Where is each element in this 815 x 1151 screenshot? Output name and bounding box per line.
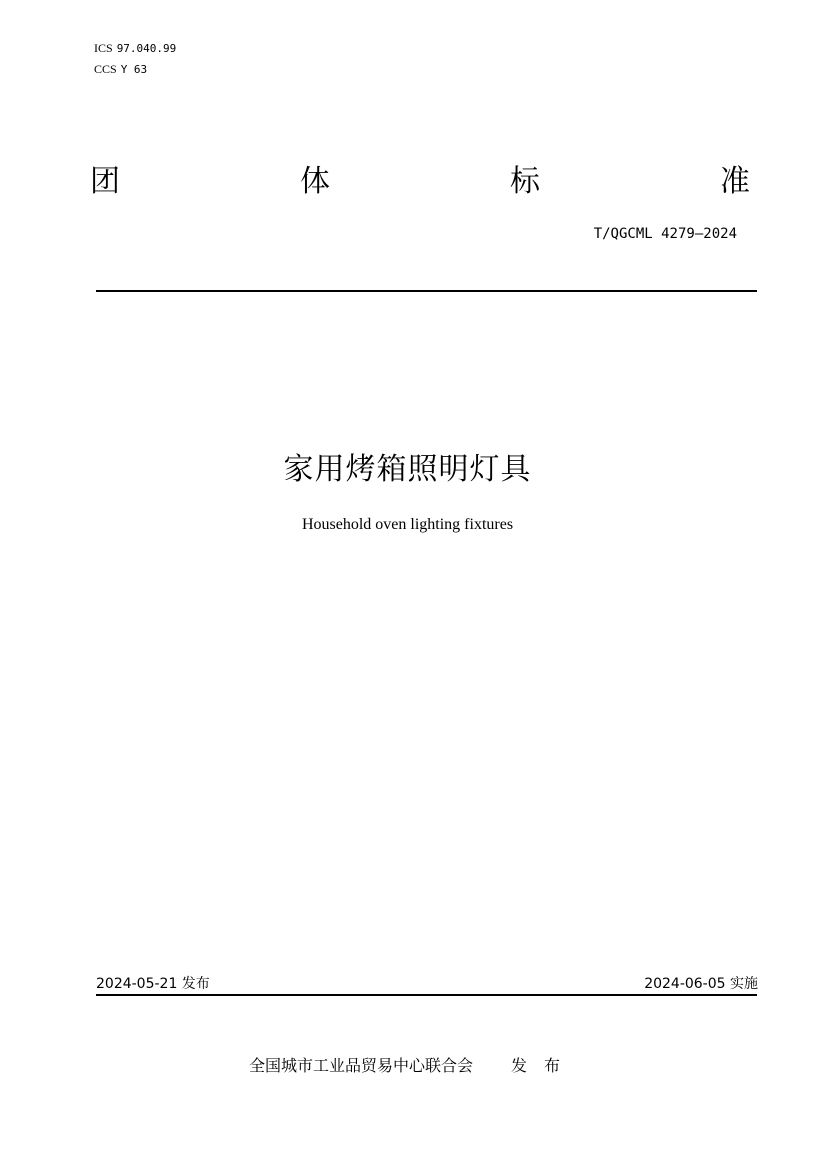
ics-code: 97.040.99: [116, 42, 177, 55]
ccs-line: [94, 61, 147, 78]
publisher-name: 全国城市工业品贸易中心联合会: [248, 1056, 473, 1075]
bottom-divider: [96, 994, 757, 996]
top-divider: [96, 290, 757, 292]
standard-type-char-3: 标: [510, 164, 540, 199]
standard-type-char-2: 体: [300, 164, 330, 199]
standard-type-char-1: 团: [90, 164, 120, 199]
ics-line: [94, 40, 176, 57]
implementation-date: 2024-06-05 实施: [644, 976, 758, 992]
title-english: Household oven lighting fixtures: [301, 516, 514, 533]
standard-type-char-4: 准: [720, 164, 750, 199]
publish-action: 发 布: [510, 1056, 567, 1075]
title-chinese: 家用烤箱照明灯具: [283, 452, 532, 487]
ics-label: ICS: [94, 41, 113, 55]
ccs-code: Y 63: [120, 63, 148, 76]
standard-type-heading: [90, 158, 750, 198]
standard-number: T/QGCML 4279—2024: [593, 226, 737, 242]
ccs-label: CCS: [94, 62, 117, 76]
release-date: 2024-05-21 发布: [96, 976, 210, 992]
publisher-line: [0, 1053, 815, 1076]
